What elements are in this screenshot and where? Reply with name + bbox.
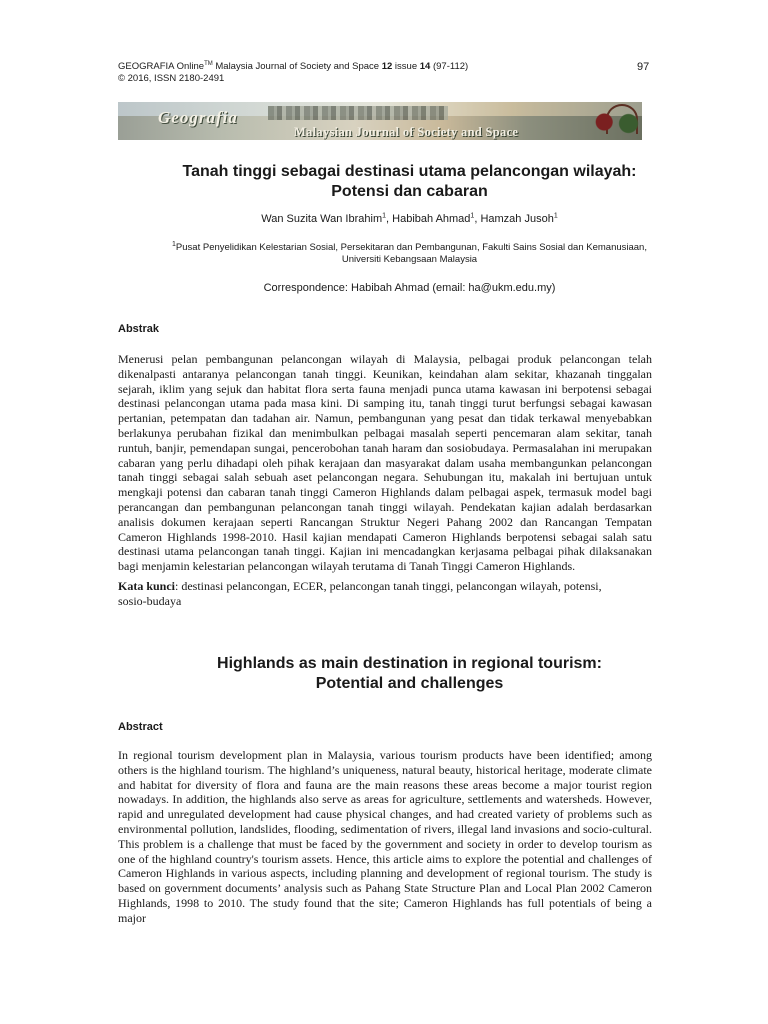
abstract-heading-malay: Abstrak: [118, 323, 159, 335]
abstract-text-malay: Menerusi pelan pembangunan pelancongan wilayah di Malaysia, pelbagai produk pelancongan telah dikenalpasti antaranya pelancongan tanah tinggi. Keunikan, keindahan alam sekitar, khazanah tinggalan sejarah, iklim yang sejuk dan habitat flora serta fauna menjadi punca utama kawasan ini berpotensi sebagai destinasi pelancongan utama pada masa kini. Di samping itu, tanah tinggi turut berfungsi sebagai kawasan pertanian, petempatan dan tadahan air. Namun, pembangunan yang pesat dan tidak terkawal menyebabkan berlakunya perubahan fizikal dan menimbulkan pelbagai masalah seperti pencemaran alam sekitar, tanah runtuh, banjir, pemendapan sungai, pencerobohan tanah haram dan sosiobudaya. Permasalahan ini merupakan cabaran yang perlu dihadapi oleh pihak kerajaan dan masyarakat dalam usaha membangunkan pelancongan tanah tinggi sebagai salah sebuah aset pelancongan negara. Sehubungan itu, makalah ini bertujuan untuk mengkaji potensi dan cabaran tanah tinggi Cameron Highlands dalam pelbagai aspek, termasuk model bagi perancangan dan pembangunan pelancongan tanah tinggi wilayah. Pendekatan kajian adalah berdasarkan analisis dokumen kerajaan seperti Rancangan Struktur Negeri Pahang 2002 dan Rancangan Tempatan Cameron Highlands 1998-2010. Hasil kajian mendapati Cameron Highlands berpotensi sebagai salah satu destinasi utama pelancongan tanah tinggi. Kajian ini mencadangkan kerjasama pelbagai pihak dilaksanakan bagi menjamin kelestarian pelancongan wilayah terutama di Tanah Tinggi Cameron Highlands.: [118, 352, 652, 574]
abstract-text-english: In regional tourism development plan in Malaysia, various tourism products have been identified; among others is the highland tourism. The highland’s uniqueness, natural beauty, historical heritage, moderate climate and habitat for diversity of flora and fauna are the main reasons these areas become a major tourist region nowadays. In addition, the highlands also serve as areas for agriculture, settlements and watersheds. However, rapid and unregulated development had cause physical changes, and had created variety of problems such as environmental pollution, landslides, flooding, sedimentation of rivers, illegal land invasions and socio-cultural. This problem is a challenge that must be faced by the government and society in order to develop tourism as one of the highland country's tourism assets. Hence, this article aims to explore the potential and challenges of Cameron Highlands in various aspects, including planning and development of regional tourism. The study is based on government documents’ analysis such as Pahang State Structure Plan and Local Plan 2002 Cameron Highlands, 1998 to 2010. The study found that the site; Cameron Highlands has full potentials of being a major: [118, 748, 652, 925]
banner-tagline: Malaysian Journal of Society and Space: [294, 125, 519, 139]
journal-logo: Geografia: [158, 108, 238, 127]
abstract-heading-english: Abstract: [118, 721, 163, 733]
page-title-english: Highlands as main destination in regional tourism: Potential and challenges: [217, 655, 602, 692]
author-list: Wan Suzita Wan Ibrahim$^1$, Habibah Ahmad$^1$, Hamzah Jusoh$^1$: [261, 212, 558, 225]
affiliation: $^1$Pusat Penyelidikan Kelestarian Sosial, Persekitaran dan Pembangunan, Fakulti Sains Sosial dan Kemanusiaan, Universiti Kebangsaan Malaysia: [172, 240, 647, 265]
people-photo-image: [588, 110, 642, 140]
page-number: 97: [637, 61, 650, 73]
keywords: Kata kunci: destinasi pelancongan, ECER, pelancongan tanah tinggi, pelancongan wilayah, potensi, sosio-budaya: [118, 579, 602, 608]
journal-banner: [118, 102, 642, 140]
running-header: [118, 61, 468, 85]
city-skyline-image: [268, 106, 448, 120]
page-title-malay: Tanah tinggi sebagai destinasi utama pelancongan wilayah: Potensi dan cabaran: [182, 163, 637, 200]
journal-citation: GEOGRAFIA Online™ Malaysia Journal of Society and Space 12 issue 14 (97-112): [118, 60, 469, 72]
copyright-issn: © 2016, ISSN 2180-2491: [118, 73, 225, 84]
correspondence: Correspondence: Habibah Ahmad (email: ha@ukm.edu.my): [263, 282, 556, 294]
